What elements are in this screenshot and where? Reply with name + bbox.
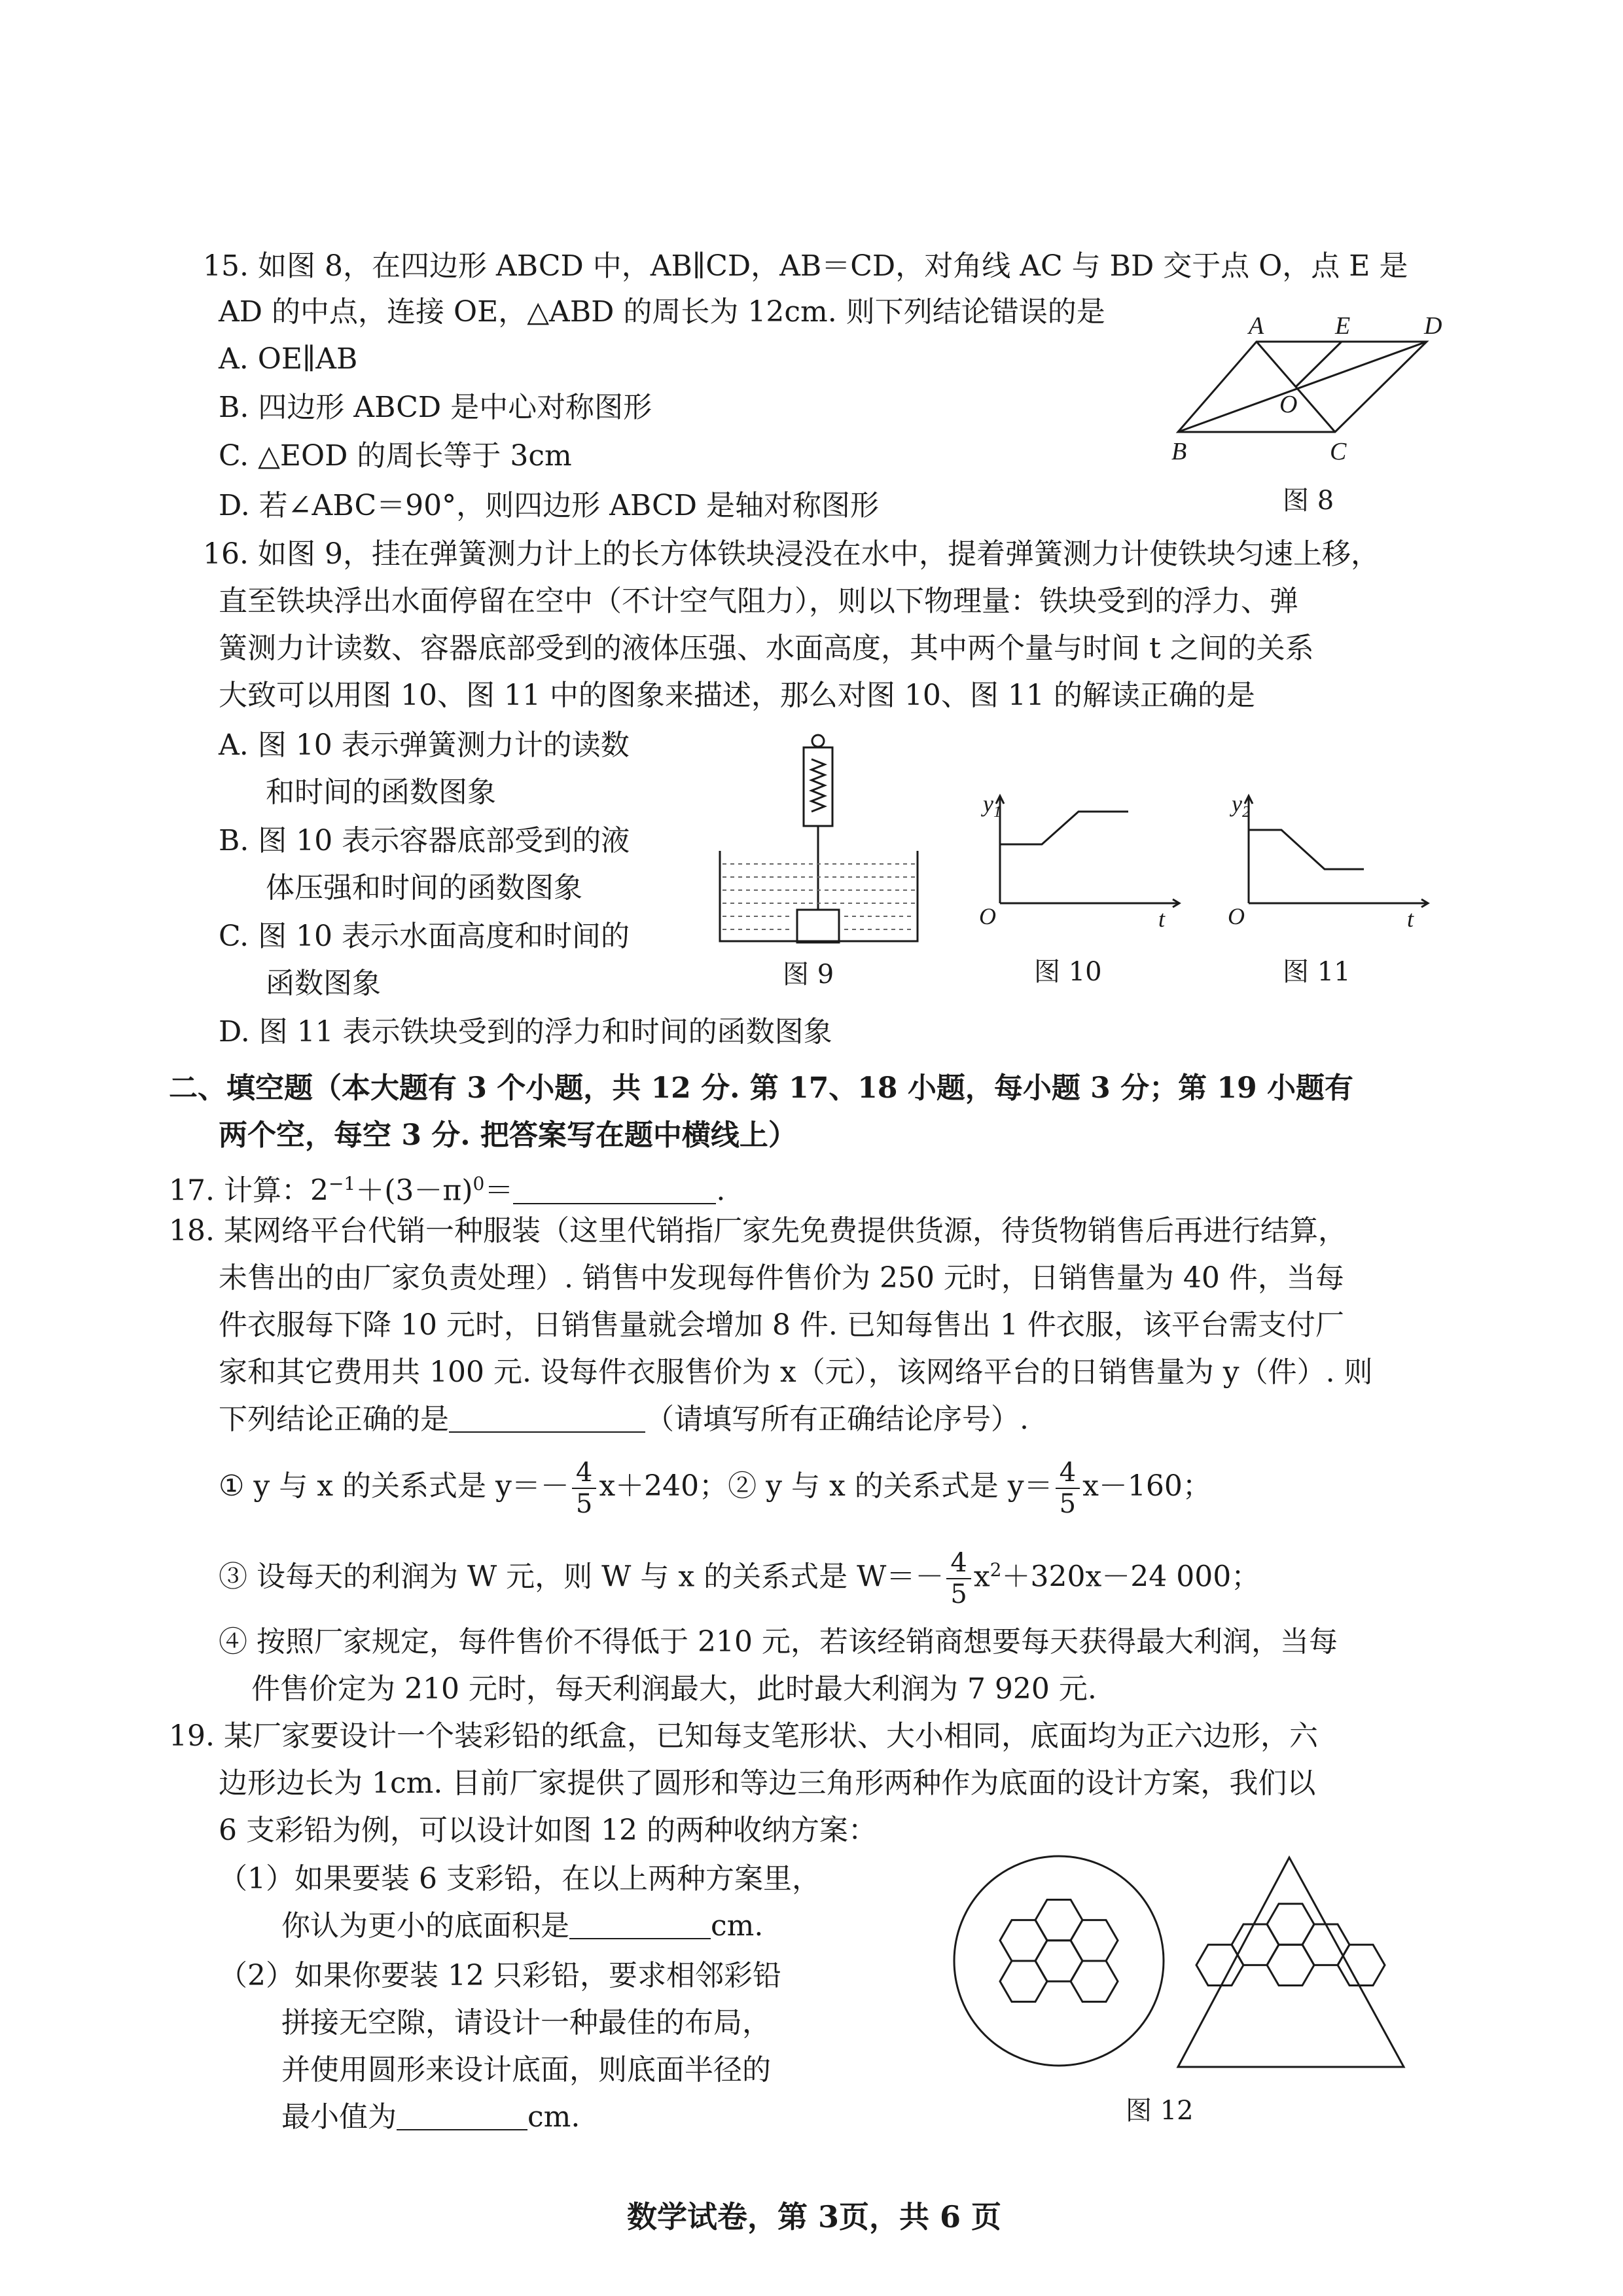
section2-heading-2: 两个空，每空 3 分. 把答案写在题中横线上） [219, 1119, 797, 1152]
q16-option-c-2: 函数图象 [266, 967, 381, 1000]
q18-s1-b: x＋240；② y 与 x 的关系式是 y＝ [599, 1469, 1053, 1503]
q19-p2-line4 [281, 2098, 580, 2136]
q19-p1-line1: （1）如果要装 6 支彩铅，在以上两种方案里， [219, 1862, 821, 1895]
fig11-y-sub: 2 [1241, 804, 1250, 821]
q19-p2-line3: 并使用圆形来设计底面，则底面半径的 [281, 2053, 771, 2087]
q15-option-b: B. 四边形 ABCD 是中心对称图形 [219, 391, 652, 424]
q19-p2-line2: 拼接无空隙，请设计一种最佳的布局， [281, 2006, 771, 2039]
circle-hexagon [1035, 1900, 1082, 1941]
q18-frac-3: $\frac{4}{5}$ [946, 1548, 971, 1609]
fig10-y-sub: 1 [993, 804, 1001, 821]
q17-exp2: 0 [473, 1173, 485, 1194]
q16-line4: 大致可以用图 10、图 11 中的图象来描述，那么对图 10、图 11 的解读正确的是 [219, 679, 1255, 712]
fig8-label-d: D [1424, 314, 1442, 340]
q16-line2: 直至铁块浮出水面停留在空中（不计空气阻力），则以下物理量：铁块受到的浮力、弹 [219, 584, 1298, 618]
q16-option-a-2: 和时间的函数图象 [266, 776, 496, 809]
q18-frac-1: $\frac{4}{5}$ [572, 1458, 596, 1519]
q19-p2-text: 最小值为 [281, 2100, 397, 2134]
q17-base: 2 [310, 1174, 329, 1208]
q19-p1-line2 [281, 1907, 763, 1945]
q19-line2: 边形边长为 1cm. 目前厂家提供了圆形和等边三角形两种作为底面的设计方案，我们以 [219, 1767, 1316, 1800]
fig8-label-o: O [1279, 391, 1298, 418]
q18-s1-a: ① y 与 x 的关系式是 y＝－ [219, 1469, 569, 1503]
fig8-label-a: A [1249, 314, 1264, 340]
q18-s3-exp: 2 [990, 1559, 1002, 1581]
fig8-label-b: B [1171, 438, 1187, 465]
circle-hexagon [1000, 1920, 1047, 1961]
q19-line3: 6 支彩铅为例，可以设计如图 12 的两种收纳方案： [219, 1814, 877, 1847]
q17-exp1: −1 [328, 1173, 356, 1194]
figure-9-spring-scale [713, 733, 929, 995]
q18-line1: 18. 某网络平台代销一种服装（这里代销指厂家先免费提供货源，待货物销售后再进行结算， [169, 1214, 1347, 1247]
fig10-x-label: t [1158, 906, 1166, 932]
q19-p1-unit: cm. [711, 1909, 764, 1943]
fig11-x-label: t [1407, 906, 1414, 932]
fig11-caption: 图 11 [1283, 957, 1351, 987]
q16-option-d: D. 图 11 表示铁块受到的浮力和时间的函数图象 [219, 1015, 832, 1049]
triangle-hexagon [1338, 1945, 1385, 1985]
q16-option-a-1: A. 图 10 表示弹簧测力计的读数 [219, 728, 630, 762]
q17-end: . [716, 1174, 726, 1208]
q17 [169, 1165, 725, 1210]
q16-line3: 簧测力计读数、容器底部受到的液体压强、水面高度，其中两个量与时间 t 之间的关系 [219, 632, 1314, 665]
q19-line1: 19. 某厂家要设计一个装彩铅的纸盒，已知每支笔形状、大小相同，底面均为正六边形，六 [169, 1719, 1318, 1753]
triangle-hexagon [1232, 1924, 1279, 1965]
q17-prefix: 17. 计算： [169, 1174, 310, 1208]
q19-p2-line1: （2）如果你要装 12 只彩铅，要求相邻彩铅 [219, 1959, 781, 1992]
triangle-hexagon [1302, 1924, 1349, 1965]
q17-answer-blank[interactable] [513, 1177, 716, 1204]
fig8-label-c: C [1330, 438, 1347, 465]
q18-s3-c: ＋320x－24 000； [1001, 1560, 1260, 1594]
q18-s3-b: x [973, 1560, 990, 1594]
q18-statement-1-2 [219, 1450, 1211, 1522]
figure-12-hexagon-layouts [942, 1846, 1414, 2134]
q15-option-a: A. OE∥AB [219, 342, 358, 376]
q18-line5-b: （请填写所有正确结论序号）. [645, 1403, 1029, 1436]
triangle-hexagon [1196, 1945, 1243, 1985]
circle-hexagon [1071, 1920, 1118, 1961]
q18-line4: 家和其它费用共 100 元. 设每件衣服售价为 x（元），该网络平台的日销售量为 y（件）. 则 [219, 1355, 1373, 1389]
triangle-hexagon [1267, 1904, 1314, 1945]
q18-line5 [219, 1401, 1029, 1439]
q16-option-c-1: C. 图 10 表示水面高度和时间的 [219, 920, 630, 953]
fig8-caption: 图 8 [1283, 486, 1334, 516]
q18-line2: 未售出的由厂家负责处理）. 销售中发现每件售价为 250 元时，日销售量为 40 件，当每 [219, 1261, 1344, 1295]
q18-line3: 件衣服每下降 10 元时，日销售量就会增加 8 件. 已知每售出 1 件衣服，该平台需支付厂 [219, 1308, 1344, 1342]
q18-statement-4-1: ④ 按照厂家规定，每件售价不得低于 210 元，若该经销商想要每天获得最大利润，当每 [219, 1625, 1338, 1659]
fig8-label-e: E [1335, 314, 1351, 340]
circle-hexagon [1035, 1941, 1082, 1981]
q18-answer-blank[interactable] [449, 1405, 645, 1433]
circle-hexagon [1000, 1961, 1047, 2001]
q18-line5-a: 下列结论正确的是 [219, 1403, 449, 1436]
fig11-y-label: y [1232, 791, 1242, 817]
fig10-caption: 图 10 [1034, 957, 1102, 987]
fig10-origin: O [979, 903, 996, 929]
q18-frac-2: $\frac{4}{5}$ [1056, 1458, 1080, 1519]
fig10-y-label: y [983, 791, 993, 817]
fig12-caption: 图 12 [1126, 2096, 1194, 2126]
q15-option-d: D. 若∠ABC＝90°，则四边形 ABCD 是轴对称图形 [219, 489, 879, 522]
q15-line1: 15. 如图 8，在四边形 ABCD 中，AB∥CD，AB＝CD，对角线 AC 与 BD 交于点 O，点 E 是 [203, 249, 1408, 283]
q19-p2-answer-blank[interactable] [397, 2103, 527, 2130]
page-footer: 数学试卷，第 3页，共 6 页 [627, 2199, 1002, 2234]
q16-line1: 16. 如图 9，挂在弹簧测力计上的长方体铁块浸没在水中，提着弹簧测力计使铁块匀速上移， [203, 537, 1380, 571]
q16-option-b-1: B. 图 10 表示容器底部受到的液 [219, 824, 630, 857]
triangle-hexagon [1267, 1945, 1314, 1985]
q15-option-c: C. △EOD 的周长等于 3cm [219, 439, 572, 473]
section2-heading-1: 二、填空题（本大题有 3 个小题，共 12 分. 第 17、18 小题，每小题 3 分；第 19 小题有 [169, 1071, 1353, 1105]
q18-statement-4-2: 件售价定为 210 元时，每天利润最大，此时最大利润为 7 920 元. [251, 1672, 1097, 1706]
figure-8-parallelogram [1165, 314, 1459, 530]
q18-s3-a: ③ 设每天的利润为 W 元，则 W 与 x 的关系式是 W＝－ [219, 1560, 944, 1594]
figure-11-graph [1217, 779, 1440, 995]
q19-p1-text: 你认为更小的底面积是 [281, 1909, 569, 1943]
triangle-layout [1178, 1857, 1404, 2067]
q15-line2: AD 的中点，连接 OE，△ABD 的周长为 12cm. 则下列结论错误的是 [219, 295, 1105, 329]
svg-text:y2 [1230, 791, 1250, 821]
q18-statement-3 [219, 1534, 1260, 1613]
circle-layout [954, 1856, 1164, 2066]
fig9-caption: 图 9 [783, 960, 834, 990]
q19-p2-unit: cm. [527, 2100, 580, 2134]
q18-s1-c: x－160； [1082, 1469, 1211, 1503]
circle-hexagon [1071, 1961, 1118, 2001]
fig11-origin: O [1228, 903, 1245, 929]
svg-text:y1 [981, 791, 1001, 821]
figure-10-graph [969, 779, 1191, 995]
q16-option-b-2: 体压强和时间的函数图象 [266, 871, 582, 905]
q17-eq: ＝ [484, 1174, 514, 1208]
q17-mid: ＋(3－π) [355, 1174, 473, 1208]
q19-p1-answer-blank[interactable] [569, 1912, 711, 1939]
